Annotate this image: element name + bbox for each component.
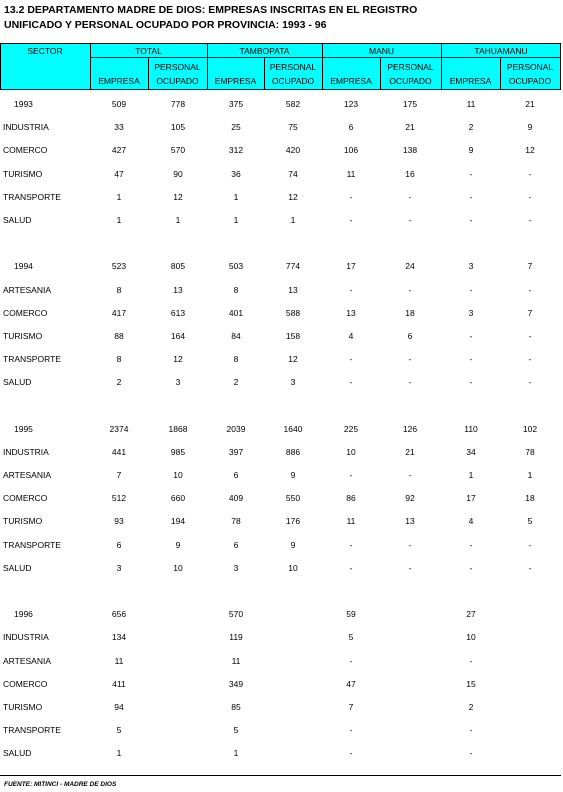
table-cell: - bbox=[408, 470, 412, 480]
table-cell: 59 bbox=[346, 609, 356, 620]
table-cell: - bbox=[469, 725, 473, 736]
table-cell: 420 bbox=[285, 145, 301, 156]
table-cell: 401 bbox=[228, 307, 244, 318]
table-row bbox=[0, 254, 561, 277]
table-cell: - bbox=[408, 377, 412, 388]
table-cell: 6 bbox=[116, 539, 122, 550]
table-cell: 17 bbox=[346, 261, 356, 272]
table-cell: 134 bbox=[111, 632, 127, 643]
table-cell: - bbox=[408, 562, 412, 573]
table-row bbox=[0, 138, 561, 161]
table-cell: - bbox=[469, 330, 473, 341]
source-note: FUENTE: MITINCI - MADRE DE DIOS bbox=[4, 781, 117, 788]
table-cell: 774 bbox=[285, 261, 301, 272]
table-cell: 21 bbox=[405, 446, 415, 457]
table-cell: 1 bbox=[527, 470, 533, 480]
header-personal-line2: OCUPADO bbox=[508, 76, 552, 86]
table-cell: 1 bbox=[175, 214, 181, 225]
table-cell: - bbox=[528, 377, 532, 388]
sector-label: TURISMO bbox=[3, 168, 43, 179]
table-cell: 164 bbox=[170, 330, 186, 341]
table-cell: 1868 bbox=[168, 423, 188, 434]
table-cell: 582 bbox=[285, 99, 301, 109]
table-row bbox=[0, 533, 561, 556]
table-cell: 3 bbox=[468, 261, 474, 272]
sector-label: TRANSPORTE bbox=[3, 354, 61, 365]
table-cell: - bbox=[349, 539, 353, 550]
table-row bbox=[0, 509, 561, 532]
table-cell: 90 bbox=[173, 168, 183, 179]
table-cell: - bbox=[528, 284, 532, 295]
table-cell: 47 bbox=[114, 168, 124, 179]
sector-label: TRANSPORTE bbox=[3, 191, 61, 202]
table-cell: - bbox=[408, 191, 412, 202]
table-cell: 36 bbox=[231, 168, 241, 179]
table-cell: 512 bbox=[111, 493, 127, 504]
sector-label: TRANSPORTE bbox=[3, 539, 61, 550]
table-cell: 8 bbox=[116, 284, 122, 295]
table-cell: 5 bbox=[527, 516, 533, 527]
table-row bbox=[0, 324, 561, 347]
table-cell: 2374 bbox=[109, 423, 129, 434]
table-cell: 397 bbox=[228, 446, 244, 457]
table-cell: 509 bbox=[111, 99, 127, 109]
table-cell: 13 bbox=[173, 284, 183, 295]
table-cell: 3 bbox=[116, 562, 122, 573]
table-cell: - bbox=[349, 354, 353, 365]
table-cell: - bbox=[469, 562, 473, 573]
table-cell: 11 bbox=[231, 655, 241, 666]
table-cell: 88 bbox=[114, 330, 124, 341]
table-cell: 21 bbox=[525, 99, 535, 109]
header-personal-line2: OCUPADO bbox=[389, 76, 432, 86]
table-cell: 1 bbox=[468, 470, 474, 480]
table-cell: 570 bbox=[170, 145, 186, 156]
header-personal-line1: PERSONAL bbox=[269, 62, 317, 72]
table-cell: 6 bbox=[233, 470, 239, 480]
table-row bbox=[0, 741, 561, 764]
table-cell: 16 bbox=[405, 168, 415, 179]
table-cell: 25 bbox=[231, 122, 241, 133]
table-cell: 7 bbox=[527, 261, 533, 272]
header-empresa: EMPRESA bbox=[330, 76, 372, 86]
table-cell: 656 bbox=[111, 609, 127, 620]
table-cell: - bbox=[528, 168, 532, 179]
table-cell: - bbox=[349, 748, 353, 759]
footer-divider bbox=[0, 775, 561, 776]
table-cell: 570 bbox=[228, 609, 244, 620]
sector-label: COMERCO bbox=[3, 145, 48, 156]
table-row bbox=[0, 115, 561, 138]
sector-label: ARTESANIA bbox=[3, 655, 52, 666]
table-cell: 93 bbox=[114, 516, 124, 527]
table-cell: 7 bbox=[527, 307, 533, 318]
table-cell: 74 bbox=[288, 168, 298, 179]
table-cell: 6 bbox=[233, 539, 239, 550]
table-cell: 2 bbox=[116, 377, 122, 388]
header-group-total: TOTAL bbox=[135, 46, 162, 56]
table-cell: - bbox=[408, 354, 412, 365]
table-cell: 3 bbox=[290, 377, 296, 388]
table-cell: 27 bbox=[466, 609, 476, 620]
table-cell: - bbox=[469, 191, 473, 202]
table-cell: 47 bbox=[346, 678, 356, 689]
table-row bbox=[0, 625, 561, 648]
table-cell: - bbox=[528, 562, 532, 573]
table-cell: 225 bbox=[343, 423, 359, 434]
header-top-border bbox=[0, 43, 561, 44]
table-cell: - bbox=[469, 377, 473, 388]
table-row bbox=[0, 463, 561, 486]
table-cell: 85 bbox=[231, 701, 241, 712]
sector-label: COMERCO bbox=[3, 678, 48, 689]
table-cell: 9 bbox=[175, 539, 181, 550]
year-label: 1993 bbox=[14, 99, 33, 109]
table-cell: 3 bbox=[468, 307, 474, 318]
sector-label: TURISMO bbox=[3, 701, 43, 712]
table-cell: - bbox=[469, 655, 473, 666]
table-row bbox=[0, 718, 561, 741]
table-cell: - bbox=[528, 191, 532, 202]
table-row bbox=[0, 417, 561, 440]
table-cell: - bbox=[349, 562, 353, 573]
table-cell: 8 bbox=[233, 354, 239, 365]
table-cell: 1 bbox=[116, 214, 122, 225]
table-cell: 33 bbox=[114, 122, 124, 133]
header-personal-line2: OCUPADO bbox=[156, 76, 199, 86]
table-cell: 34 bbox=[466, 446, 476, 457]
title-line-2: UNIFICADO Y PERSONAL OCUPADO POR PROVINCIA: 1993 - 96 bbox=[4, 19, 327, 31]
header-empresa: EMPRESA bbox=[449, 76, 492, 86]
table-cell: - bbox=[469, 748, 473, 759]
table-cell: 11 bbox=[466, 99, 476, 109]
table-cell: 12 bbox=[173, 354, 183, 365]
table-cell: 78 bbox=[231, 516, 241, 527]
table-cell: 110 bbox=[464, 423, 478, 434]
table-cell: - bbox=[349, 725, 353, 736]
table-cell: 4 bbox=[348, 330, 354, 341]
table-cell: - bbox=[349, 470, 353, 480]
table-cell: 106 bbox=[343, 145, 359, 156]
table-cell: - bbox=[528, 214, 532, 225]
table-cell: 84 bbox=[231, 330, 241, 341]
table-cell: 18 bbox=[525, 493, 535, 504]
table-cell: 1640 bbox=[283, 423, 303, 434]
table-cell: 11 bbox=[114, 655, 124, 666]
table-cell: 1 bbox=[233, 748, 239, 759]
table-cell: 21 bbox=[405, 122, 415, 133]
table-cell: 2039 bbox=[226, 423, 246, 434]
table-cell: 24 bbox=[405, 261, 415, 272]
table-cell: - bbox=[469, 214, 473, 225]
table-cell: 86 bbox=[346, 493, 356, 504]
table-cell: 5 bbox=[348, 632, 354, 643]
table-cell: 10 bbox=[173, 470, 183, 480]
table-cell: 158 bbox=[285, 330, 301, 341]
spacer-row bbox=[0, 393, 561, 416]
table-cell: - bbox=[469, 539, 473, 550]
table-row bbox=[0, 440, 561, 463]
table-row bbox=[0, 695, 561, 718]
table-cell: 550 bbox=[285, 493, 301, 504]
table-row bbox=[0, 92, 561, 115]
table-cell: 176 bbox=[285, 516, 301, 527]
sector-label: COMERCO bbox=[3, 307, 48, 318]
header-group-manu: MANU bbox=[368, 46, 395, 56]
table-cell: 138 bbox=[402, 145, 418, 156]
table-cell: - bbox=[349, 191, 353, 202]
table-cell: 94 bbox=[114, 701, 124, 712]
table-cell: 805 bbox=[170, 261, 186, 272]
header-personal-line1: PERSONAL bbox=[387, 62, 434, 72]
table-cell: 12 bbox=[173, 191, 183, 202]
table-row bbox=[0, 278, 561, 301]
table-cell: - bbox=[408, 284, 412, 295]
table-cell: 7 bbox=[116, 470, 122, 480]
table-cell: 11 bbox=[346, 516, 356, 527]
table-cell: 78 bbox=[525, 446, 535, 457]
table-cell: 10 bbox=[346, 446, 356, 457]
sector-label: SALUD bbox=[3, 748, 32, 759]
header-empresa: EMPRESA bbox=[214, 76, 257, 86]
header-personal-line1: PERSONAL bbox=[154, 62, 201, 72]
table-cell: 9 bbox=[290, 470, 296, 480]
table-cell: 10 bbox=[288, 562, 298, 573]
table-row bbox=[0, 208, 561, 231]
table-cell: 5 bbox=[233, 725, 239, 736]
table-cell: 17 bbox=[466, 493, 476, 504]
table-cell: 8 bbox=[116, 354, 122, 365]
table-cell: 18 bbox=[405, 307, 415, 318]
header-personal bbox=[148, 61, 207, 87]
table-body bbox=[0, 92, 561, 764]
table-row bbox=[0, 162, 561, 185]
table-cell: 13 bbox=[346, 307, 356, 318]
sector-label: COMERCO bbox=[3, 493, 48, 504]
sector-label: TURISMO bbox=[3, 516, 43, 527]
spacer-row bbox=[0, 231, 561, 254]
table-row bbox=[0, 556, 561, 579]
table-cell: 1 bbox=[116, 748, 122, 759]
table-cell: 5 bbox=[116, 725, 122, 736]
table-row bbox=[0, 649, 561, 672]
sector-label: TRANSPORTE bbox=[3, 725, 61, 736]
table-cell: 503 bbox=[228, 261, 244, 272]
table-cell: 11 bbox=[346, 168, 356, 179]
table-cell: 3 bbox=[233, 562, 239, 573]
header-personal bbox=[264, 61, 322, 87]
table-cell: 175 bbox=[402, 99, 418, 109]
table-cell: - bbox=[408, 539, 412, 550]
table-cell: 985 bbox=[170, 446, 186, 457]
table-cell: 7 bbox=[348, 701, 354, 712]
header-group-tambopata: TAMBOPATA bbox=[239, 46, 290, 56]
table-cell: 409 bbox=[228, 493, 244, 504]
header-group-divider bbox=[90, 57, 561, 58]
table-cell: 123 bbox=[343, 99, 359, 109]
table-cell: 427 bbox=[111, 145, 127, 156]
table-cell: 119 bbox=[229, 632, 243, 643]
table-cell: 10 bbox=[466, 632, 476, 643]
table-cell: 126 bbox=[402, 423, 418, 434]
sector-label: INDUSTRIA bbox=[3, 122, 49, 133]
table-cell: 778 bbox=[170, 99, 186, 109]
table-row bbox=[0, 370, 561, 393]
sector-label: SALUD bbox=[3, 214, 32, 225]
header-personal-line1: PERSONAL bbox=[506, 62, 554, 72]
table-cell: 9 bbox=[290, 539, 296, 550]
table-cell: 12 bbox=[288, 191, 298, 202]
table-cell: 375 bbox=[228, 99, 244, 109]
table-cell: 886 bbox=[285, 446, 301, 457]
table-row bbox=[0, 347, 561, 370]
table-cell: 15 bbox=[466, 678, 476, 689]
header-sector: SECTOR bbox=[27, 46, 63, 56]
table-cell: - bbox=[528, 354, 532, 365]
table-cell: 92 bbox=[405, 493, 415, 504]
table-cell: - bbox=[408, 214, 412, 225]
header-group-tahuamanu: TAHUAMANU bbox=[474, 46, 528, 56]
table-cell: - bbox=[349, 284, 353, 295]
table-cell: 2 bbox=[468, 122, 474, 133]
table-cell: - bbox=[349, 214, 353, 225]
table-cell: 10 bbox=[173, 562, 183, 573]
table-row bbox=[0, 185, 561, 208]
sector-label: TURISMO bbox=[3, 330, 43, 341]
table-cell: 13 bbox=[405, 516, 415, 527]
table-cell: 2 bbox=[233, 377, 239, 388]
header-bottom-border bbox=[0, 89, 561, 90]
table-cell: 6 bbox=[407, 330, 413, 341]
table-cell: 523 bbox=[111, 261, 127, 272]
table-row bbox=[0, 301, 561, 324]
table-cell: - bbox=[469, 284, 473, 295]
table-cell: 102 bbox=[522, 423, 538, 434]
sector-label: SALUD bbox=[3, 377, 32, 388]
table-cell: - bbox=[528, 539, 532, 550]
table-cell: 2 bbox=[468, 701, 474, 712]
sector-label: ARTESANIA bbox=[3, 470, 52, 480]
table-cell: 1 bbox=[233, 214, 239, 225]
table-cell: - bbox=[349, 377, 353, 388]
year-label: 1994 bbox=[14, 261, 33, 272]
year-label: 1995 bbox=[14, 423, 33, 434]
table-cell: 13 bbox=[288, 284, 298, 295]
table-row bbox=[0, 672, 561, 695]
table-cell: 6 bbox=[348, 122, 354, 133]
sector-label: INDUSTRIA bbox=[3, 632, 49, 643]
table-cell: 9 bbox=[527, 122, 533, 133]
table-cell: 105 bbox=[170, 122, 186, 133]
spacer-row bbox=[0, 579, 561, 602]
table-cell: - bbox=[349, 655, 353, 666]
sector-label: ARTESANIA bbox=[3, 284, 52, 295]
table-cell: 8 bbox=[233, 284, 239, 295]
table-cell: 441 bbox=[111, 446, 127, 457]
table-cell: 12 bbox=[525, 145, 535, 156]
title-line-1: 13.2 DEPARTAMENTO MADRE DE DIOS: EMPRESAS INSCRITAS EN EL REGISTRO bbox=[4, 4, 418, 16]
sector-label: INDUSTRIA bbox=[3, 446, 49, 457]
table-cell: 613 bbox=[170, 307, 186, 318]
table-cell: - bbox=[528, 330, 532, 341]
table-row bbox=[0, 486, 561, 509]
table-cell: 9 bbox=[468, 145, 474, 156]
table-cell: - bbox=[469, 354, 473, 365]
table-cell: 411 bbox=[112, 678, 126, 689]
header-personal bbox=[500, 61, 560, 87]
table-cell: 1 bbox=[290, 214, 296, 225]
table-cell: 349 bbox=[228, 678, 244, 689]
header-empresa: EMPRESA bbox=[98, 76, 140, 86]
table-cell: 1 bbox=[233, 191, 239, 202]
table-cell: 194 bbox=[170, 516, 186, 527]
sector-label: SALUD bbox=[3, 562, 32, 573]
table-row bbox=[0, 602, 561, 625]
table-cell: 75 bbox=[288, 122, 298, 133]
table-cell: - bbox=[469, 168, 473, 179]
header-personal-line2: OCUPADO bbox=[271, 76, 315, 86]
table-cell: 660 bbox=[170, 493, 186, 504]
table-cell: 312 bbox=[228, 145, 244, 156]
table-cell: 4 bbox=[468, 516, 474, 527]
year-label: 1996 bbox=[14, 609, 33, 620]
header-personal bbox=[380, 61, 441, 87]
table-cell: 417 bbox=[111, 307, 127, 318]
table-cell: 12 bbox=[288, 354, 298, 365]
table-cell: 3 bbox=[175, 377, 181, 388]
table-cell: 588 bbox=[285, 307, 301, 318]
table-cell: 1 bbox=[116, 191, 122, 202]
table-title bbox=[4, 3, 417, 33]
